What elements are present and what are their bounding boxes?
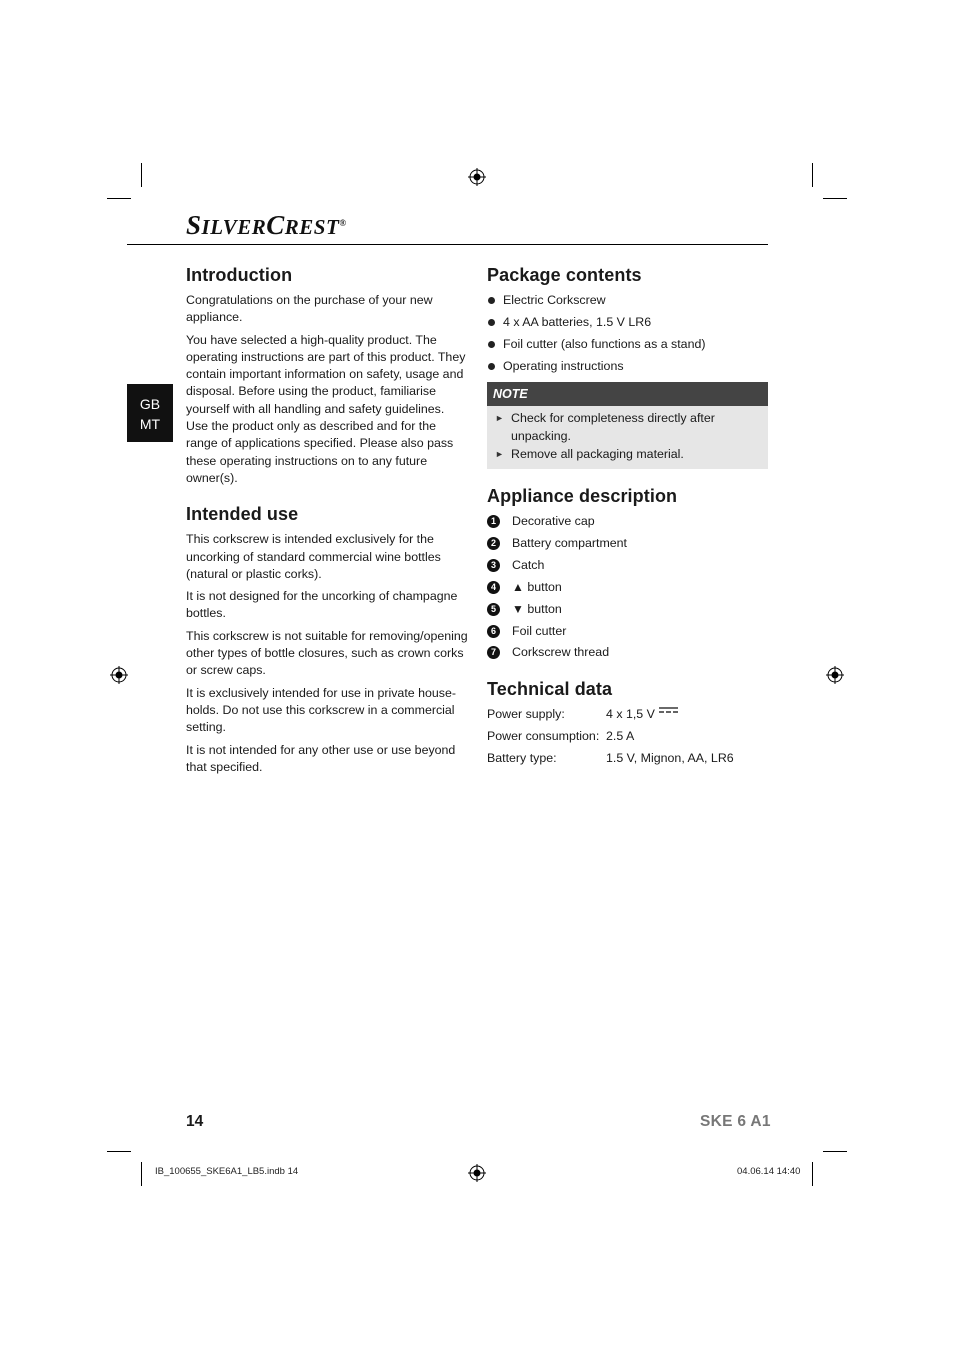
list-item: 7 Corkscrew thread [487, 644, 768, 661]
slug-file: IB_100655_SKE6A1_LB5.indb 14 [155, 1166, 299, 1177]
header-rule [127, 244, 768, 245]
list-item: Operating instructions [487, 358, 768, 375]
crop-mark [812, 1162, 813, 1186]
paragraph: This corkscrew is not suitable for removing/opening other types of bottle closures, such as crown corks or screw caps. [186, 628, 468, 678]
tech-row: Power supply: 4 x 1,5 V [487, 706, 768, 723]
appliance-description-heading: Appliance description [487, 486, 678, 507]
model-number: SKE 6 A1 [700, 1113, 771, 1130]
bullet-icon [488, 297, 495, 304]
registration-mark-icon [468, 1164, 486, 1182]
tech-row: Battery type: 1.5 V, Mignon, AA, LR6 [487, 750, 734, 765]
list-item: 3 Catch [487, 557, 768, 574]
note-box [487, 382, 768, 469]
introduction-heading: Introduction [186, 265, 293, 285]
up-triangle-icon: ▲ [512, 579, 524, 594]
list-item: 4 ▲ button [487, 579, 768, 596]
bullet-icon [488, 341, 495, 348]
bullet-icon [488, 319, 495, 326]
paragraph: Congratulations on the purchase of your new appliance. [186, 293, 433, 325]
right-column [487, 264, 768, 772]
paragraph: It is not intended for any other use or use beyond that specified. [186, 742, 456, 774]
registration-mark-icon [468, 168, 486, 186]
paragraph: It is exclusively intended for use in private house-holds. Do not use this corkscrew in a commercial setting. [186, 685, 456, 735]
list-item: 5 ▼ button [487, 601, 768, 618]
list-item: Foil cutter (also functions as a stand) [487, 336, 768, 353]
direct-current-icon [659, 706, 678, 714]
list-item: 4 x AA batteries, 1.5 V LR6 [487, 314, 768, 331]
down-triangle-icon: ▼ [512, 601, 524, 616]
crop-mark [823, 198, 847, 199]
brand-logo: SILVERCREST® [186, 210, 347, 240]
left-column [186, 264, 468, 781]
crop-mark [812, 163, 813, 187]
note-item: ► Remove all packaging material. [495, 446, 760, 463]
tech-row: Power consumption: 2.5 A [487, 728, 635, 743]
slug-datetime: 04.06.14 14:40 [737, 1166, 801, 1177]
crop-mark [107, 198, 131, 199]
registration-mark-icon [826, 666, 844, 684]
arrow-right-icon: ► [495, 449, 504, 460]
language-code: GB [139, 396, 161, 412]
paragraph: It is not designed for the uncorking of champagne bottles. [186, 589, 458, 621]
paragraph: This corkscrew is intended exclusively for the uncorking of standard commercial wine bottles (natural or plastic corks). [186, 532, 441, 581]
crop-mark [141, 163, 142, 187]
bullet-icon [488, 363, 495, 370]
page-number: 14 [186, 1113, 204, 1130]
paragraph: You have selected a high-quality product. The operating instructions are part of this product. They contain important information on safety, usage and disposal. Before using the product, familiarise yourself with all handling and safety guidelines. Use the product only as described and for the range of applications specified. Please also pass these operating instructions on to any future owner(s). [186, 332, 466, 485]
crop-mark [107, 1151, 131, 1152]
language-tab [127, 384, 173, 442]
list-item: 1 Decorative cap [487, 513, 768, 530]
intended-use-heading: Intended use [186, 504, 299, 525]
crop-mark [141, 1162, 142, 1186]
note-item: ► Check for completeness directly after unpacking. [495, 411, 715, 443]
language-code: MT [139, 416, 161, 432]
registration-mark-icon [110, 666, 128, 684]
package-contents-heading: Package contents [487, 265, 642, 285]
arrow-right-icon: ► [495, 413, 504, 424]
crop-mark [823, 1151, 847, 1152]
list-item: 6 Foil cutter [487, 623, 768, 640]
note-label: NOTE [487, 382, 768, 406]
technical-data-heading: Technical data [487, 678, 613, 699]
list-item: 2 Battery compartment [487, 535, 768, 552]
list-item: Electric Corkscrew [487, 292, 768, 309]
